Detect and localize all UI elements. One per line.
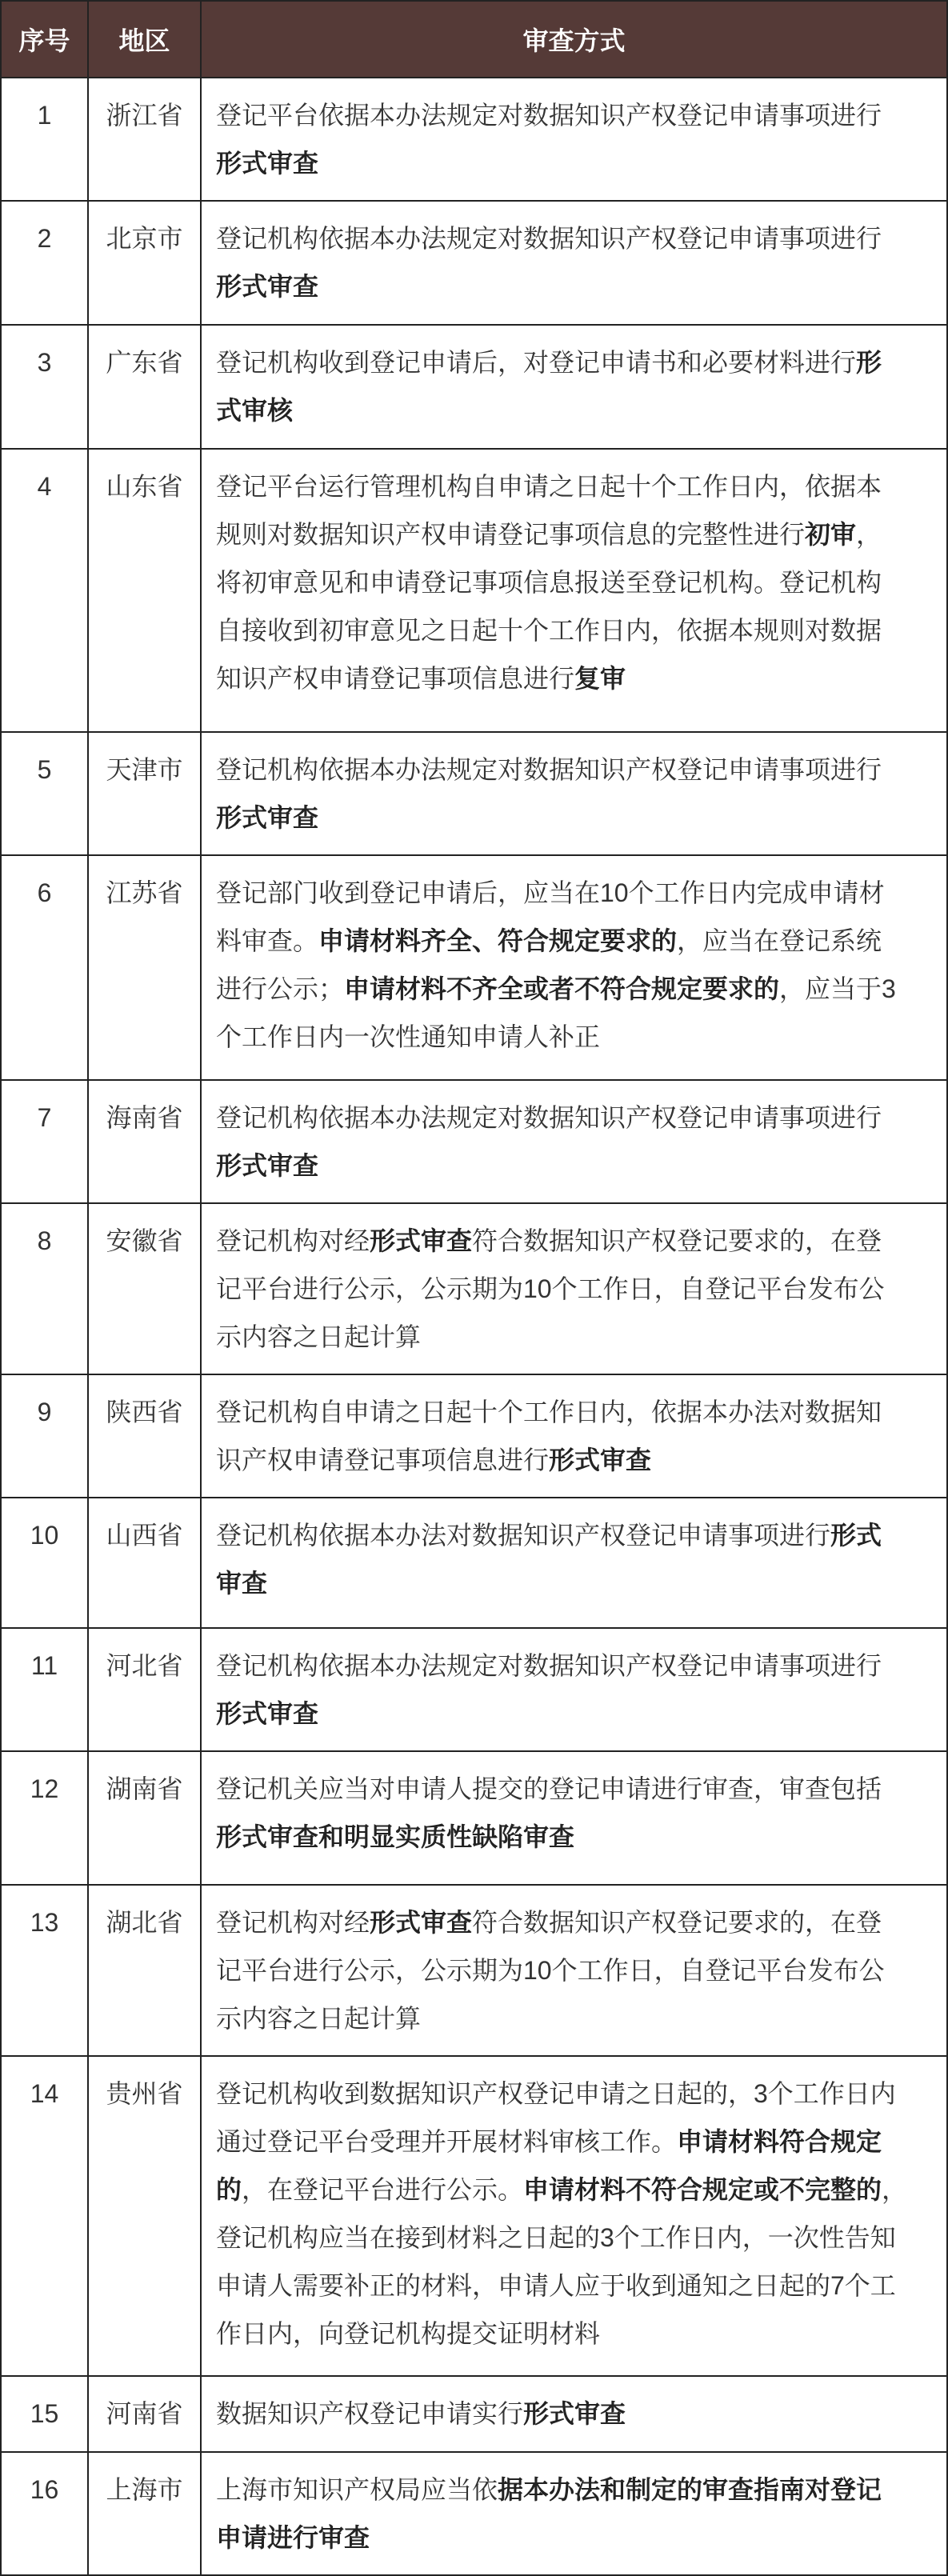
method-text-bold: 申请材料不齐全或者不符合规定要求的 — [344, 974, 780, 1003]
row-method — [201, 1203, 947, 1374]
method-text: 登记机构依据本办法规定对数据知识产权登记申请事项进行 — [216, 755, 882, 784]
method-text-bold: 形式审查 — [216, 1151, 319, 1180]
row-index: 14 — [1, 2056, 88, 2376]
row-method — [201, 201, 947, 325]
row-region: 贵州省 — [88, 2056, 201, 2376]
table-row — [1, 1628, 947, 1751]
table-row — [1, 2376, 947, 2452]
row-region: 山东省 — [88, 449, 201, 732]
row-index: 10 — [1, 1498, 88, 1628]
table-row — [1, 1885, 947, 2056]
row-method — [201, 1751, 947, 1885]
method-text-bold: 的 — [216, 2175, 242, 2204]
method-text: 申请人需要补正的材料，申请人应于收到通知之日起的7个工 — [216, 2271, 896, 2300]
method-line — [216, 2514, 940, 2562]
method-text-bold: 申请进行审查 — [216, 2523, 370, 2552]
method-text-bold: 初审 — [805, 520, 857, 549]
method-line — [216, 2166, 940, 2214]
row-index: 6 — [1, 855, 88, 1080]
method-text: 知识产权申请登记事项信息进行 — [216, 664, 575, 693]
method-line — [216, 1946, 940, 1994]
method-line — [216, 2310, 940, 2358]
method-text: 登记机构依据本办法规定对数据知识产权登记申请事项进行 — [216, 1103, 882, 1132]
method-text: ，应当于3 — [779, 974, 896, 1003]
method-text-bold: 形式审查 — [216, 149, 319, 178]
method-line — [216, 1690, 940, 1738]
method-text: 登记机构收到登记申请后，对登记申请书和必要材料进行 — [216, 348, 857, 377]
method-text: 登记机构依据本办法规定对数据知识产权登记申请事项进行 — [216, 1651, 882, 1680]
method-text: 登记机构依据本办法对数据知识产权登记申请事项进行 — [216, 1521, 831, 1550]
method-line — [216, 1436, 940, 1484]
row-region: 广东省 — [88, 325, 201, 449]
table-row — [1, 449, 947, 732]
method-line — [216, 2070, 940, 2118]
row-method — [201, 2376, 947, 2452]
method-line — [216, 1142, 940, 1190]
row-region: 陕西省 — [88, 1374, 201, 1498]
method-text-bold: 形式审查 — [216, 1699, 319, 1728]
table-row — [1, 1374, 947, 1498]
method-text: 符合数据知识产权登记要求的，在登 — [472, 1908, 882, 1937]
table-row — [1, 1203, 947, 1374]
method-line — [216, 606, 940, 654]
method-line — [216, 1094, 940, 1142]
row-region: 湖北省 — [88, 1885, 201, 2056]
row-method — [201, 325, 947, 449]
method-line — [216, 1898, 940, 1946]
row-region: 河北省 — [88, 1628, 201, 1751]
row-region: 河南省 — [88, 2376, 201, 2452]
method-line — [216, 869, 940, 917]
table-row — [1, 201, 947, 325]
table-row — [1, 78, 947, 201]
method-line — [216, 558, 940, 606]
table-row — [1, 855, 947, 1080]
row-index: 7 — [1, 1080, 88, 1203]
table-body — [1, 78, 947, 2575]
method-line — [216, 2390, 940, 2438]
method-text: 登记机关应当对申请人提交的登记申请进行审查，审查包括 — [216, 1774, 882, 1803]
row-method — [201, 2056, 947, 2376]
row-index: 4 — [1, 449, 88, 732]
method-line — [216, 1511, 940, 1559]
method-line — [216, 462, 940, 510]
row-index: 15 — [1, 2376, 88, 2452]
method-line — [216, 1388, 940, 1436]
row-method — [201, 855, 947, 1080]
method-text: 上海市知识产权局应当依 — [216, 2475, 498, 2504]
row-method — [201, 1628, 947, 1751]
row-method — [201, 1080, 947, 1203]
table-row — [1, 325, 947, 449]
method-text: ， — [882, 2175, 908, 2204]
row-method — [201, 1374, 947, 1498]
method-text-bold: 形 — [856, 348, 882, 377]
method-text-bold: 据本办法和制定的审查指南对登记 — [498, 2475, 882, 2504]
method-text-bold: 形式审查 — [549, 1446, 652, 1474]
method-text: 登记平台依据本办法规定对数据知识产权登记申请事项进行 — [216, 101, 882, 130]
method-line — [216, 91, 940, 139]
row-method — [201, 732, 947, 855]
row-region: 天津市 — [88, 732, 201, 855]
method-text-bold: 复审 — [574, 664, 626, 693]
row-region: 海南省 — [88, 1080, 201, 1203]
table-row — [1, 1751, 947, 1885]
row-index: 2 — [1, 201, 88, 325]
method-text: 示内容之日起计算 — [216, 2004, 422, 2033]
method-line — [216, 1642, 940, 1690]
method-text-bold: 申请材料符合规定 — [677, 2127, 882, 2156]
method-text-bold: 形式审查 — [370, 1908, 473, 1937]
method-line — [216, 2466, 940, 2514]
method-line — [216, 965, 940, 1013]
method-text-bold: 形式审查和明显实质性缺陷审查 — [216, 1822, 575, 1851]
method-text: 识产权申请登记事项信息进行 — [216, 1446, 550, 1474]
header-index: 序号 — [1, 1, 88, 78]
method-line — [216, 1217, 940, 1265]
row-index: 16 — [1, 2452, 88, 2575]
header-method: 审查方式 — [201, 1, 947, 78]
row-region: 北京市 — [88, 201, 201, 325]
row-index: 3 — [1, 325, 88, 449]
method-text-bold: 式审核 — [216, 396, 294, 425]
method-line — [216, 1559, 940, 1607]
method-text-bold: 申请材料不符合规定或不完整的 — [523, 2175, 882, 2204]
method-line — [216, 1994, 940, 2042]
method-line — [216, 2214, 940, 2262]
method-text: 通过登记平台受理并开展材料审核工作。 — [216, 2127, 678, 2156]
header-region: 地区 — [88, 1, 201, 78]
row-index: 1 — [1, 78, 88, 201]
row-region: 江苏省 — [88, 855, 201, 1080]
row-region: 上海市 — [88, 2452, 201, 2575]
method-text: 登记部门收到登记申请后，应当在10个工作日内完成申请材 — [216, 878, 885, 907]
method-text: 记平台进行公示，公示期为10个工作日，自登记平台发布公 — [216, 1956, 885, 1985]
method-line — [216, 338, 940, 386]
method-text-bold: 形式审查 — [216, 803, 319, 832]
method-text: 登记机构自申请之日起十个工作日内，依据本办法对数据知 — [216, 1398, 882, 1426]
method-text: 登记平台运行管理机构自申请之日起十个工作日内，依据本 — [216, 472, 882, 501]
table-header-row — [1, 1, 947, 78]
method-text: 符合数据知识产权登记要求的，在登 — [472, 1226, 882, 1255]
row-region: 浙江省 — [88, 78, 201, 201]
method-text: ，在登记平台进行公示。 — [242, 2175, 524, 2204]
method-line — [216, 2118, 940, 2166]
row-method — [201, 449, 947, 732]
method-text: 个工作日内一次性通知申请人补正 — [216, 1022, 601, 1051]
row-region: 湖南省 — [88, 1751, 201, 1885]
method-text: 数据知识产权登记申请实行 — [216, 2399, 524, 2428]
row-method — [201, 1885, 947, 2056]
row-index: 13 — [1, 1885, 88, 2056]
method-text: 规则对数据知识产权申请登记事项信息的完整性进行 — [216, 520, 806, 549]
method-line — [216, 510, 940, 558]
row-index: 8 — [1, 1203, 88, 1374]
row-method — [201, 78, 947, 201]
method-line — [216, 794, 940, 842]
method-text-bold: 形式审查 — [523, 2399, 626, 2428]
row-method — [201, 2452, 947, 2575]
method-text: 作日内，向登记机构提交证明材料 — [216, 2319, 601, 2348]
method-line — [216, 1313, 940, 1361]
table-row — [1, 732, 947, 855]
method-line — [216, 1265, 940, 1313]
method-line — [216, 262, 940, 310]
table-row — [1, 1080, 947, 1203]
table-row — [1, 1498, 947, 1628]
method-line — [216, 214, 940, 262]
method-line — [216, 917, 940, 965]
row-index: 5 — [1, 732, 88, 855]
method-line — [216, 654, 940, 702]
method-text-bold: 申请材料齐全、符合规定要求的 — [318, 926, 678, 955]
row-region: 安徽省 — [88, 1203, 201, 1374]
method-text-bold: 形式审查 — [370, 1226, 473, 1255]
row-index: 11 — [1, 1628, 88, 1751]
table-row — [1, 2452, 947, 2575]
method-text: 登记机构对经 — [216, 1226, 370, 1255]
method-line — [216, 1765, 940, 1813]
method-text: 登记机构应当在接到材料之日起的3个工作日内，一次性告知 — [216, 2223, 896, 2252]
method-line — [216, 1013, 940, 1061]
method-text: 进行公示； — [216, 974, 345, 1003]
method-text-bold: 审查 — [216, 1569, 268, 1598]
method-text: 登记机构依据本办法规定对数据知识产权登记申请事项进行 — [216, 224, 882, 253]
method-text: 料审查。 — [216, 926, 319, 955]
method-text-bold: 形式 — [830, 1521, 882, 1550]
row-index: 12 — [1, 1751, 88, 1885]
row-method — [201, 1498, 947, 1628]
method-text: 示内容之日起计算 — [216, 1322, 422, 1351]
method-text: 登记机构对经 — [216, 1908, 370, 1937]
method-text-bold: 形式审查 — [216, 272, 319, 301]
method-line — [216, 2262, 940, 2310]
method-line — [216, 386, 940, 434]
row-index: 9 — [1, 1374, 88, 1498]
method-line — [216, 1813, 940, 1861]
method-line — [216, 139, 940, 187]
row-region: 山西省 — [88, 1498, 201, 1628]
method-text: ，应当在登记系统 — [677, 926, 882, 955]
method-line — [216, 746, 940, 794]
method-text: 记平台进行公示，公示期为10个工作日，自登记平台发布公 — [216, 1274, 885, 1303]
method-text: 自接收到初审意见之日起十个工作日内，依据本规则对数据 — [216, 616, 882, 645]
table-row — [1, 2056, 947, 2376]
method-text: 登记机构收到数据知识产权登记申请之日起的，3个工作日内 — [216, 2079, 896, 2108]
method-text: 将初审意见和申请登记事项信息报送至登记机构。登记机构 — [216, 568, 882, 597]
method-text: ， — [856, 520, 882, 549]
